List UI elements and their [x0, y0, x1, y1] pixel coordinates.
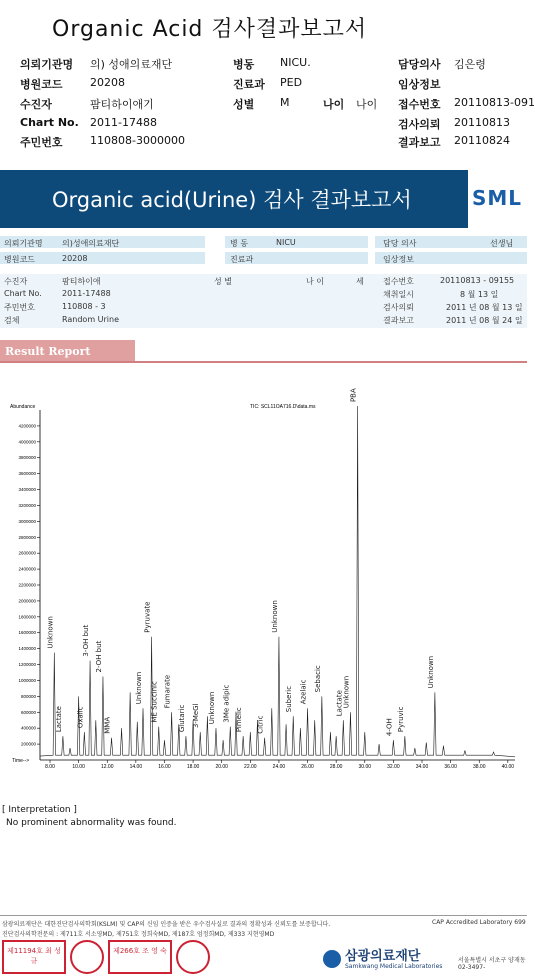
header-requester-label: 의뢰기관명: [20, 58, 74, 71]
y-tick-label: 3800000: [18, 455, 36, 461]
x-tick-label: 34.00: [415, 764, 429, 770]
panel-rrn-value: 110808 - 3: [62, 302, 106, 311]
panel-doctor-value: 선생님: [490, 239, 514, 248]
result-report-label: Result Report: [5, 345, 91, 358]
peak-annotation: MMA: [103, 716, 112, 734]
y-tick-label: 1000000: [18, 677, 36, 683]
y-tick-label: 800000: [20, 693, 36, 699]
y-tick-label: 200000: [20, 741, 36, 747]
peak-annotation: Unknown: [46, 616, 55, 649]
interpretation-text: No prominent abnormality was found.: [6, 818, 177, 828]
y-tick-label: 4000000: [18, 439, 36, 445]
y-tick-label: 1800000: [18, 614, 36, 620]
peak-annotation: PBA: [349, 388, 358, 403]
panel-specimen-value: Random Urine: [62, 315, 120, 324]
x-tick-label: 10.00: [72, 764, 85, 770]
header-rrn-label: 주민번호: [20, 136, 63, 149]
header-doctor-value: 김은령: [454, 58, 486, 71]
y-tick-label: 2800000: [18, 534, 36, 540]
y-tick-label: 3000000: [18, 518, 36, 524]
panel-patient-value: 팜티하이애: [62, 277, 101, 286]
panel-request-label: 검사의뢰: [383, 303, 414, 312]
peak-annotation: Unknown: [207, 691, 216, 725]
peak-annotation: Unknown: [135, 671, 144, 705]
header-receipt-label: 접수번호: [398, 98, 441, 111]
peak-annotation: Unknown: [270, 600, 279, 633]
footer-cap-text: CAP Accredited Laboratory 699: [432, 919, 526, 926]
chromatogram-chart: [0, 388, 527, 770]
sml-logo: SML: [472, 186, 523, 210]
peak-annotation: 2-OH but: [94, 640, 103, 673]
peak-annotation: Pyruvate: [143, 601, 152, 633]
header-ward-value: NICU.: [280, 56, 311, 69]
y-tick-label: 2000000: [18, 598, 36, 604]
panel-age-unit: 세: [356, 277, 364, 286]
header-request-label: 검사의뢰: [398, 118, 441, 131]
panel-ward-label: 병 동: [230, 239, 248, 248]
peak-annotation: 4-OH: [385, 718, 394, 737]
peak-annotation: Fumarate: [163, 674, 172, 709]
x-tick-label: 16.00: [158, 764, 171, 770]
y-tick-label: 1600000: [18, 630, 36, 636]
x-tick-label: 38.00: [472, 764, 486, 770]
x-tick-label: 22.00: [244, 764, 257, 770]
peak-annotation: Unknown: [426, 655, 435, 689]
x-tick-label: 26.00: [301, 764, 314, 770]
x-tick-label: 20.00: [215, 764, 228, 770]
header-ward-label: 병동: [233, 58, 255, 71]
header-rrn-value: 110808-3000000: [90, 134, 185, 147]
panel-clinical-label: 임상정보: [383, 255, 414, 264]
x-tick-label: 36.00: [444, 764, 457, 770]
peak-annotation: 3-MeGl: [192, 703, 201, 729]
header-clinical-info-label: 임상정보: [398, 78, 441, 91]
org-name: 삼광의료재단: [345, 949, 421, 964]
panel-doctor-label: 담당 의사: [383, 239, 417, 248]
peak-annotation: Pimelic: [235, 707, 244, 733]
panel-collection-label: 채취일시: [383, 290, 414, 299]
doctor-stamp-2: 제266호 조 영 숙: [108, 940, 172, 974]
peak-annotation: Oxalic: [76, 706, 85, 729]
footer-cert-text: 삼광의료재단은 대한진단검사의학회(KSLM) 및 CAP의 신임 인증을 받은 우수검사실로 결과의 정확성과 신뢰도를 보증합니다.: [2, 921, 331, 928]
samkwang-logo-icon: [323, 950, 341, 968]
peak-annotation: 3-OH but: [82, 624, 91, 657]
header-hospital-code-label: 병원코드: [20, 78, 63, 91]
x-tick-label: 32.00: [387, 764, 400, 770]
header-report-label: 결과보고: [398, 136, 441, 149]
panel-report-value: 2011 년 08 월 24 일: [446, 316, 523, 325]
panel-hospital-code-value: 20208: [62, 254, 88, 263]
y-tick-label: 2200000: [18, 582, 36, 588]
panel-specimen-label: 검체: [4, 316, 20, 325]
x-tick-label: 12.00: [100, 764, 114, 770]
peak-annotation: Azelaic: [299, 679, 308, 705]
peak-annotation: Lactate: [54, 706, 63, 733]
org-address: 서울특별시 서초구 양재동 02-3497-: [458, 957, 526, 971]
peak-annotation: ME Succinic: [150, 681, 159, 723]
y-axis-label: Abundance: [10, 404, 36, 410]
panel-chart-value: 2011-17488: [62, 289, 111, 298]
header-patient-label: 수진자: [20, 98, 52, 111]
header-chart-value: 2011-17488: [90, 116, 157, 129]
panel-hospital-code-label: 병원코드: [4, 255, 35, 264]
header-report-value: 20110824: [454, 134, 510, 147]
x-axis-label: Time-->: [12, 758, 30, 764]
peak-annotation: 3Me adipic: [222, 684, 231, 723]
peak-annotation: Suberic: [285, 685, 294, 713]
panel-patient-label: 수진자: [4, 277, 28, 286]
y-tick-label: 1200000: [18, 662, 36, 668]
footer-doctors-text: 진단검사의학전문의 : 제711호 서소영MD, 제751호 정희숙MD, 제187호 엄정희MD, 제333 지현영MD: [2, 931, 275, 938]
seal-2: [176, 940, 210, 974]
org-name-en: Samkwang Medical Laboratories: [345, 963, 443, 970]
x-tick-label: 8.00: [45, 764, 55, 770]
y-tick-label: 3600000: [18, 471, 36, 477]
peak-annotation: Sebacic: [313, 665, 322, 693]
y-tick-label: 2400000: [18, 566, 36, 572]
panel-sex-label: 성 별: [214, 277, 232, 286]
y-tick-label: 2600000: [18, 550, 36, 556]
header-chart-label: Chart No.: [20, 116, 79, 129]
y-tick-label: 400000: [20, 725, 36, 731]
peak-annotation: Pyruvic: [396, 706, 405, 733]
panel-receipt-value: 20110813 - 09155: [440, 276, 515, 285]
panel-age-label: 나 이: [306, 277, 324, 286]
interpretation-heading: [ Interpretation ]: [2, 805, 77, 815]
result-report-divider: [0, 361, 527, 363]
header-hospital-code-value: 20208: [90, 76, 125, 89]
header-dept-label: 진료과: [233, 78, 265, 91]
document-title: Organic Acid 검사결과보고서: [52, 17, 368, 42]
x-tick-label: 30.00: [358, 764, 372, 770]
x-tick-label: 24.00: [272, 764, 286, 770]
header-patient-value: 팜티하이애기: [90, 98, 154, 111]
panel-ward-value: NICU: [276, 238, 296, 247]
header-requester-value: 의) 성애의료재단: [90, 58, 173, 71]
panel-request-value: 2011 년 08 월 13 일: [446, 303, 523, 312]
x-tick-label: 18.00: [186, 764, 200, 770]
header-dept-value: PED: [280, 76, 303, 89]
x-tick-label: 14.00: [129, 764, 143, 770]
header-sex-value: M: [280, 96, 290, 109]
header-receipt-value: 20110813-091: [454, 96, 535, 109]
doctor-stamp-1: 제11194호 최 성 규: [2, 940, 66, 974]
header-age-label: 나이: [323, 98, 345, 111]
header-age-value: 나이: [356, 98, 378, 111]
y-tick-label: 3200000: [18, 502, 36, 508]
header-sex-label: 성별: [233, 98, 255, 111]
y-tick-label: 1400000: [18, 646, 36, 652]
header-request-value: 20110813: [454, 116, 510, 129]
banner-title: Organic acid(Urine) 검사 결과보고서: [52, 188, 412, 212]
x-tick-label: 28.00: [329, 764, 343, 770]
peak-annotation: Glutaric: [177, 704, 186, 733]
panel-requester-label: 의뢰기관명: [4, 239, 43, 248]
panel-receipt-label: 접수번호: [383, 277, 414, 286]
y-tick-label: 600000: [20, 709, 36, 715]
panel-requester-value: 의)성애의료재단: [62, 239, 120, 248]
y-tick-label: 3400000: [18, 487, 36, 493]
seal-1: [70, 940, 104, 974]
tic-trace: [40, 406, 515, 757]
panel-collection-value: 8 월 13 일: [460, 290, 499, 299]
header-doctor-label: 담당의사: [398, 58, 441, 71]
panel-report-label: 결과보고: [383, 316, 414, 325]
panel-chart-label: Chart No.: [4, 289, 42, 298]
x-tick-label: 40.00: [501, 764, 515, 770]
peak-annotation: Unknown: [342, 675, 351, 709]
chart-title: TIC: SCL11OA716.D\data.ms: [250, 404, 316, 410]
footer-divider: [0, 915, 527, 916]
peak-annotation: Lactate: [335, 690, 344, 717]
y-tick-label: 4200000: [18, 423, 36, 429]
panel-dept-label: 진료과: [230, 255, 254, 264]
peak-annotation: Citric: [256, 715, 265, 734]
panel-rrn-label: 주민번호: [4, 303, 35, 312]
